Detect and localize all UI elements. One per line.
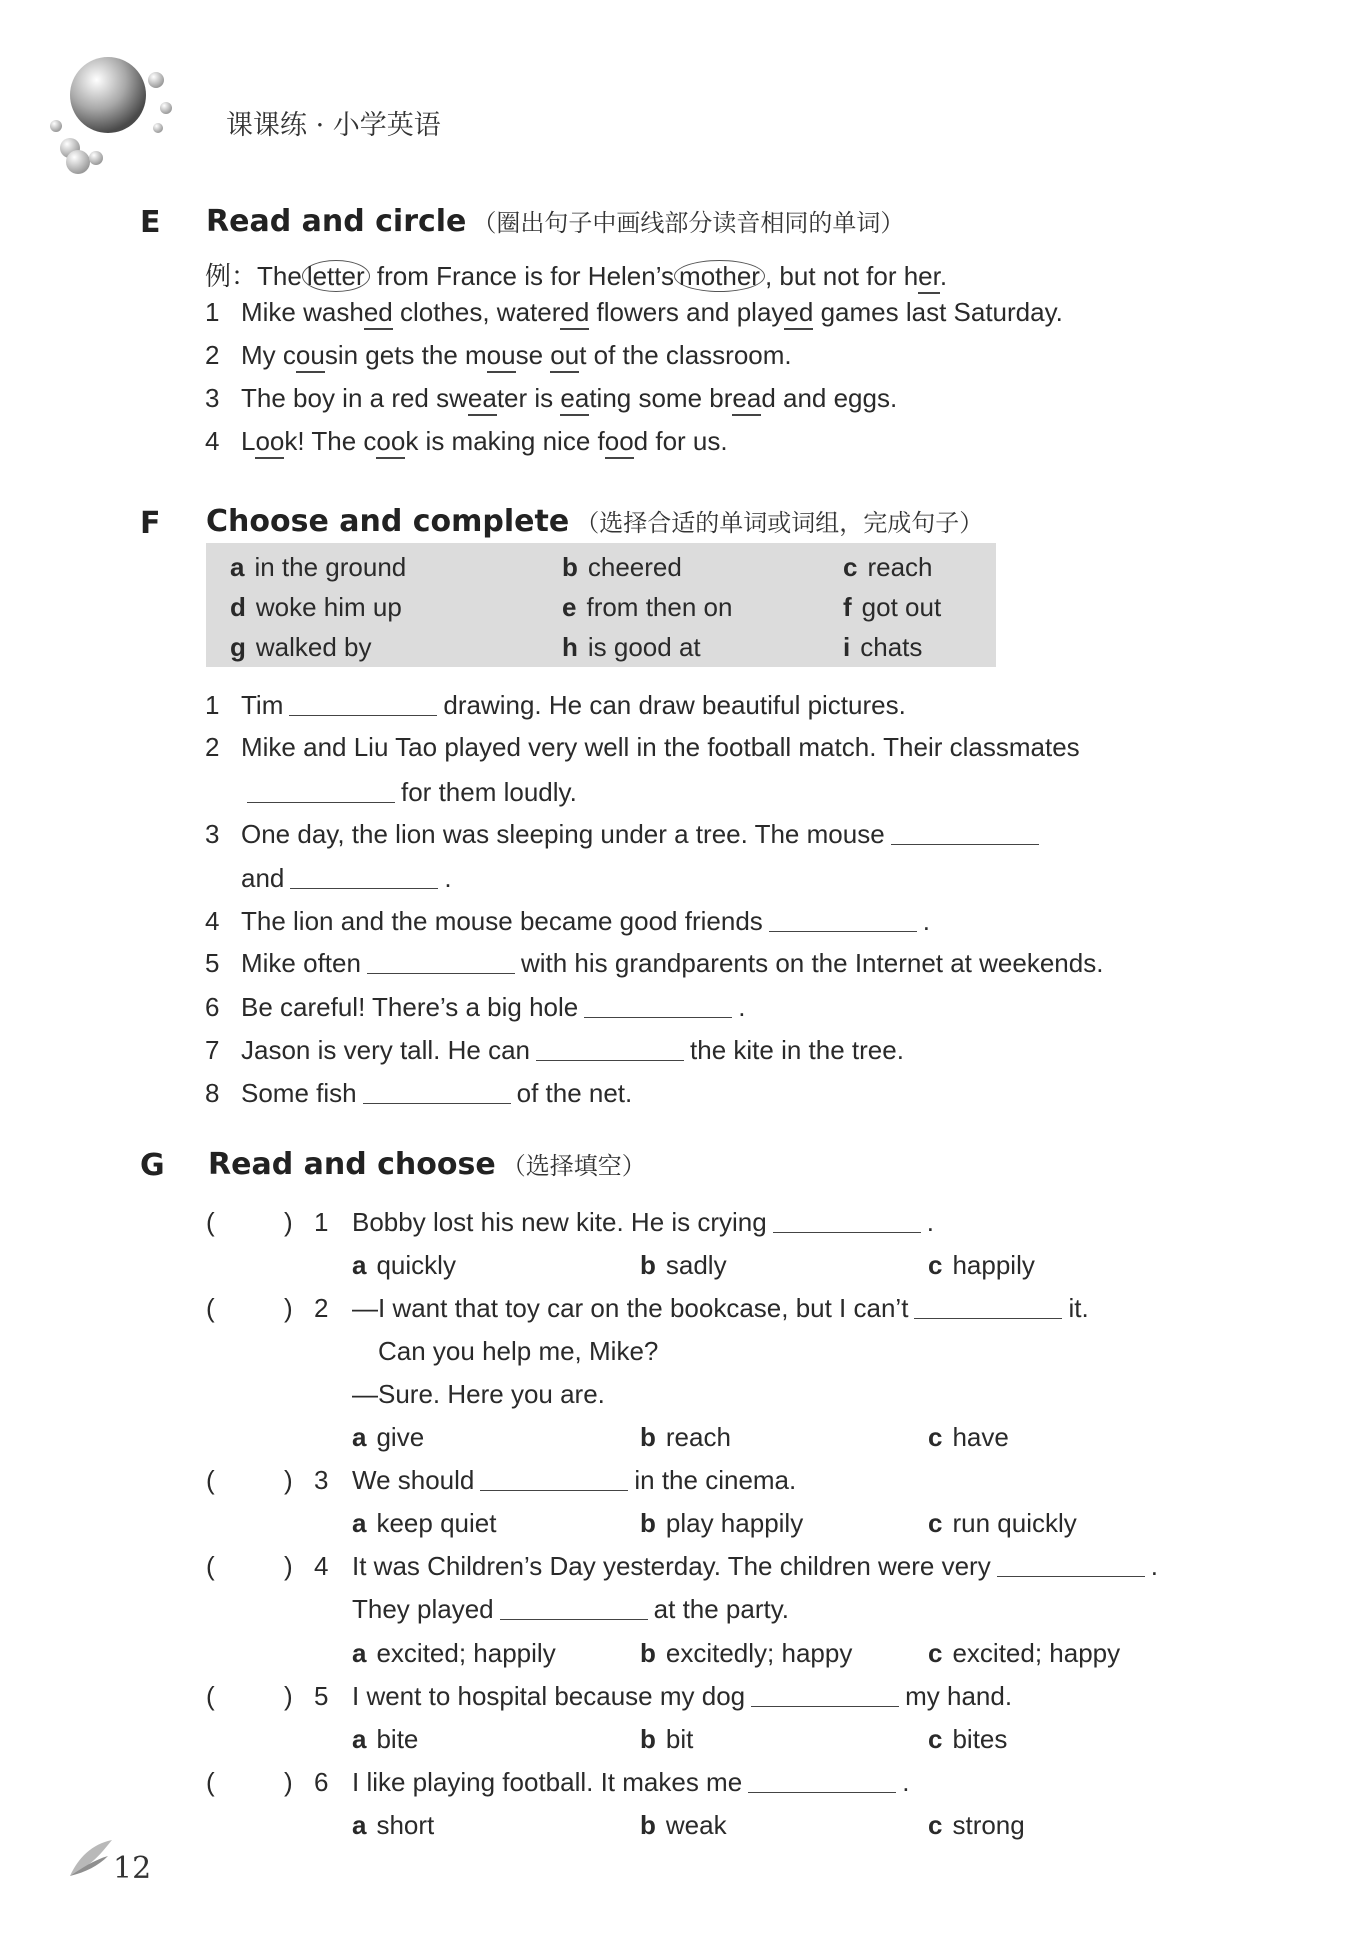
section-g-item (352, 1765, 909, 1799)
underlined-letters: ea (732, 383, 761, 416)
item-number: 6 (205, 992, 220, 1022)
option-text: excited; happily (376, 1638, 556, 1668)
answer-option (352, 1248, 456, 1282)
answer-paren-close: ) (284, 1293, 293, 1323)
underlined-letters: ea (560, 383, 589, 416)
answer-option (640, 1722, 693, 1756)
section-f-item (205, 1076, 632, 1110)
section-g-letter: G (140, 1148, 165, 1183)
leaf-icon (68, 1838, 114, 1878)
answer-paren-open: ( (206, 1293, 215, 1323)
section-f-item (205, 730, 1080, 764)
answer-option (640, 1808, 727, 1842)
option-text: play happily (665, 1508, 804, 1538)
item-number: 6 (314, 1767, 329, 1797)
underlined-letters: ea (468, 383, 497, 416)
option-key: c (928, 1508, 943, 1538)
word-key: d (230, 592, 246, 622)
question-text: in the cinema. (634, 1465, 797, 1495)
answer-blank (247, 778, 395, 803)
underlined-letters: ou (296, 340, 325, 373)
option-key: a (352, 1724, 367, 1754)
section-f-item (205, 990, 746, 1024)
answer-paren-open: ( (206, 1207, 215, 1237)
question-text: I like playing football. It makes me (352, 1767, 743, 1797)
option-text: sadly (665, 1250, 727, 1280)
question-text: my hand. (905, 1681, 1013, 1711)
question-text: . (926, 1207, 934, 1237)
answer-paren-close: ) (284, 1465, 293, 1495)
text-part: of the net. (516, 1078, 633, 1108)
text-part: Be careful! There’s a big hole (241, 992, 579, 1022)
word-text: from then on (586, 592, 733, 622)
option-key: a (352, 1508, 367, 1538)
option-key: c (928, 1810, 943, 1840)
answer-blank (891, 820, 1039, 845)
underlined-letters: oo (605, 426, 634, 459)
word-text: walked by (255, 632, 372, 662)
option-text: happily (952, 1250, 1035, 1280)
item-number: 4 (314, 1551, 329, 1581)
text-part: Mike wash (241, 297, 364, 327)
question-text: it. (1068, 1293, 1089, 1323)
answer-paren-close: ) (284, 1551, 293, 1581)
answer-option (352, 1722, 418, 1756)
question-text: They played (352, 1594, 494, 1624)
word-key: b (562, 552, 578, 582)
option-text: run quickly (952, 1508, 1077, 1538)
section-f-title: Choose and complete (206, 504, 570, 539)
item-number: 3 (314, 1465, 329, 1495)
option-key: c (928, 1422, 943, 1452)
item-number: 7 (205, 1035, 220, 1065)
option-key: b (640, 1422, 656, 1452)
section-f-item (205, 946, 1103, 980)
answer-paren-open: ( (206, 1681, 215, 1711)
option-key: a (352, 1250, 367, 1280)
text-part: and (241, 863, 285, 893)
text-part: k! The c (284, 426, 377, 456)
answer-blank (363, 1079, 511, 1104)
section-g-note: （选择填空） (501, 1152, 646, 1180)
word-key: i (843, 632, 851, 662)
answer-option (352, 1420, 424, 1454)
section-g-item (352, 1463, 796, 1497)
section-f-item (241, 861, 452, 895)
option-text: excitedly; happy (665, 1638, 853, 1668)
text-part: . (444, 863, 452, 893)
question-text: . (1150, 1551, 1158, 1581)
section-f-item (205, 817, 1045, 851)
option-key: a (352, 1810, 367, 1840)
section-g-item (352, 1205, 934, 1239)
option-key: c (928, 1724, 943, 1754)
underlined-letters: ed (560, 297, 589, 330)
word-key: h (562, 632, 578, 662)
section-e-title: Read and circle (206, 204, 467, 239)
option-key: b (640, 1250, 656, 1280)
answer-paren-open: ( (206, 1465, 215, 1495)
answer-option (928, 1722, 1007, 1756)
word-bank-item (562, 632, 701, 663)
item-number: 2 (205, 340, 220, 370)
answer-blank (773, 1208, 921, 1233)
question-text: at the party. (653, 1594, 790, 1624)
circled-word: mother (674, 260, 765, 292)
underlined-letters: oo (376, 426, 405, 459)
word-bank-item (843, 552, 933, 583)
text-part: Mike often (241, 948, 361, 978)
item-number: 8 (205, 1078, 220, 1108)
answer-paren-open: ( (206, 1551, 215, 1581)
answer-blank (751, 1682, 899, 1707)
text-part: d and eggs. (761, 383, 898, 413)
answer-blank (480, 1466, 628, 1491)
item-number: 2 (314, 1293, 329, 1323)
word-key: f (843, 592, 852, 622)
item-number: 1 (314, 1207, 329, 1237)
section-g-item (352, 1592, 789, 1626)
answer-blank (290, 864, 438, 889)
section-g-heading (208, 1146, 646, 1182)
answer-blank (769, 907, 917, 932)
word-key: a (230, 552, 245, 582)
section-f-item (205, 904, 930, 938)
text-part: with his grandparents on the Internet at weekends. (520, 948, 1104, 978)
text-part: ting some br (589, 383, 733, 413)
section-e-note: （圈出句子中画线部分读音相同的单词） (472, 209, 905, 237)
text-part: . (738, 992, 746, 1022)
section-e-letter: E (140, 205, 161, 240)
text-part: ter is (496, 383, 561, 413)
text-part: The boy in a red sw (241, 383, 468, 413)
answer-paren-close: ) (284, 1207, 293, 1237)
option-text: weak (665, 1810, 727, 1840)
option-key: b (640, 1810, 656, 1840)
answer-option (928, 1636, 1120, 1670)
section-f-heading (206, 503, 983, 539)
option-text: bites (952, 1724, 1008, 1754)
word-bank-item (230, 592, 402, 623)
answer-option (640, 1506, 803, 1540)
item-number: 3 (205, 383, 220, 413)
answer-option (928, 1248, 1035, 1282)
option-text: have (952, 1422, 1009, 1452)
question-text: It was Children’s Day yesterday. The children were very (352, 1551, 991, 1581)
item-number: 4 (205, 426, 220, 456)
question-text: . (902, 1767, 910, 1797)
section-e-heading (206, 203, 904, 239)
option-key: b (640, 1508, 656, 1538)
section-g-item (352, 1679, 1012, 1713)
word-bank-item (843, 632, 922, 663)
word-text: got out (861, 592, 942, 622)
option-text: give (376, 1422, 425, 1452)
word-bank-item (562, 552, 682, 583)
section-e-item (205, 295, 1063, 329)
word-text: cheered (587, 552, 682, 582)
answer-blank (367, 949, 515, 974)
section-f-item (241, 775, 577, 809)
text-part: . (922, 906, 931, 936)
answer-blank (748, 1768, 896, 1793)
section-f-letter: F (140, 506, 161, 541)
word-bank-item (230, 632, 372, 663)
word-text: reach (867, 552, 933, 582)
section-e-item (205, 381, 897, 415)
text-part: Mike and Liu Tao played very well in the football match. Their classmates (241, 732, 1080, 762)
answer-option (352, 1808, 434, 1842)
answer-blank (914, 1294, 1062, 1319)
item-number: 3 (205, 819, 220, 849)
text-part: clothes, water (392, 297, 561, 327)
option-text: short (376, 1810, 435, 1840)
option-key: a (352, 1422, 367, 1452)
section-g-item (352, 1549, 1158, 1583)
answer-blank (289, 691, 437, 716)
text-part: Tim (241, 690, 284, 720)
item-number: 5 (314, 1681, 329, 1711)
underlined-letters: ou (487, 340, 516, 373)
section-g-item (352, 1291, 1089, 1325)
answer-paren-open: ( (206, 1767, 215, 1797)
section-f-note: （选择合适的单词或词组，完成句子） (575, 509, 984, 537)
word-key: g (230, 632, 246, 662)
option-text: strong (952, 1810, 1025, 1840)
answer-blank (536, 1036, 684, 1061)
text-part: for them loudly. (401, 777, 577, 807)
section-e-item (205, 424, 728, 458)
question-text: —I want that toy car on the bookcase, but I can’t (352, 1293, 909, 1323)
question-text: Can you help me, Mike? (378, 1336, 659, 1366)
answer-option (352, 1636, 556, 1670)
text-part: the kite in the tree. (690, 1035, 904, 1065)
section-e-item (205, 338, 792, 372)
answer-option (928, 1808, 1025, 1842)
word-key: c (843, 552, 858, 582)
text-part: The lion and the mouse became good friends (241, 906, 763, 936)
word-text: chats (860, 632, 923, 662)
text-part: games last Saturday. (813, 297, 1063, 327)
answer-blank (500, 1595, 648, 1620)
option-text: quickly (376, 1250, 456, 1280)
answer-option (640, 1636, 852, 1670)
word-text: is good at (587, 632, 701, 662)
underlined-letters: ed (784, 297, 813, 330)
question-text: —Sure. Here you are. (352, 1379, 605, 1409)
word-bank-item (562, 592, 732, 623)
option-key: c (928, 1250, 943, 1280)
item-number: 5 (205, 948, 220, 978)
section-g-title: Read and choose (208, 1147, 496, 1182)
question-text: I went to hospital because my dog (352, 1681, 746, 1711)
answer-blank (997, 1552, 1145, 1577)
question-text: Bobby lost his new kite. He is crying (352, 1207, 767, 1237)
answer-blank (584, 993, 732, 1018)
item-number: 4 (205, 906, 220, 936)
answer-option (640, 1420, 731, 1454)
section-f-item (205, 688, 906, 722)
text-part: t of the classroom. (579, 340, 792, 370)
answer-paren-close: ) (284, 1681, 293, 1711)
option-text: excited; happy (952, 1638, 1121, 1668)
option-text: bite (376, 1724, 419, 1754)
bubbles-logo-icon (48, 50, 188, 180)
option-key: b (640, 1638, 656, 1668)
page-number: 12 (113, 1851, 152, 1886)
text-part: k is making nice f (405, 426, 605, 456)
answer-option (352, 1506, 496, 1540)
text-part: drawing. He can draw beautiful pictures. (443, 690, 906, 720)
circled-word: letter (302, 260, 370, 292)
text-part: One day, the lion was sleeping under a tree. The mouse (241, 819, 885, 849)
underlined-letters: ou (550, 340, 579, 373)
option-text: bit (665, 1724, 694, 1754)
section-e-example: 例：The letter from France is for Helen’s mother , but not for her. (205, 259, 947, 293)
word-bank-item (230, 552, 406, 583)
underlined-letters: er (918, 261, 940, 294)
page-header-title: 课课练 · 小学英语 (226, 110, 441, 141)
answer-option (928, 1420, 1009, 1454)
word-key: e (562, 592, 577, 622)
text-part: L (241, 426, 256, 456)
text-part: sin gets the m (324, 340, 487, 370)
text-part: d for us. (633, 426, 728, 456)
word-text: woke him up (255, 592, 402, 622)
text-part: flowers and play (589, 297, 785, 327)
option-key: c (928, 1638, 943, 1668)
item-number: 1 (205, 690, 220, 720)
option-text: reach (665, 1422, 731, 1452)
item-number: 2 (205, 732, 220, 762)
question-text: We should (352, 1465, 475, 1495)
answer-option (640, 1248, 727, 1282)
answer-paren-close: ) (284, 1767, 293, 1797)
text-part: Jason is very tall. He can (241, 1035, 531, 1065)
text-part: se (515, 340, 551, 370)
option-text: keep quiet (376, 1508, 497, 1538)
underlined-letters: ed (364, 297, 393, 330)
answer-option (928, 1506, 1077, 1540)
section-f-item (205, 1033, 904, 1067)
option-key: b (640, 1724, 656, 1754)
item-number: 1 (205, 297, 220, 327)
text-part: Some fish (241, 1078, 357, 1108)
word-bank-item (843, 592, 941, 623)
underlined-letters: oo (255, 426, 284, 459)
word-text: in the ground (254, 552, 407, 582)
text-part: My c (241, 340, 296, 370)
option-key: a (352, 1638, 367, 1668)
